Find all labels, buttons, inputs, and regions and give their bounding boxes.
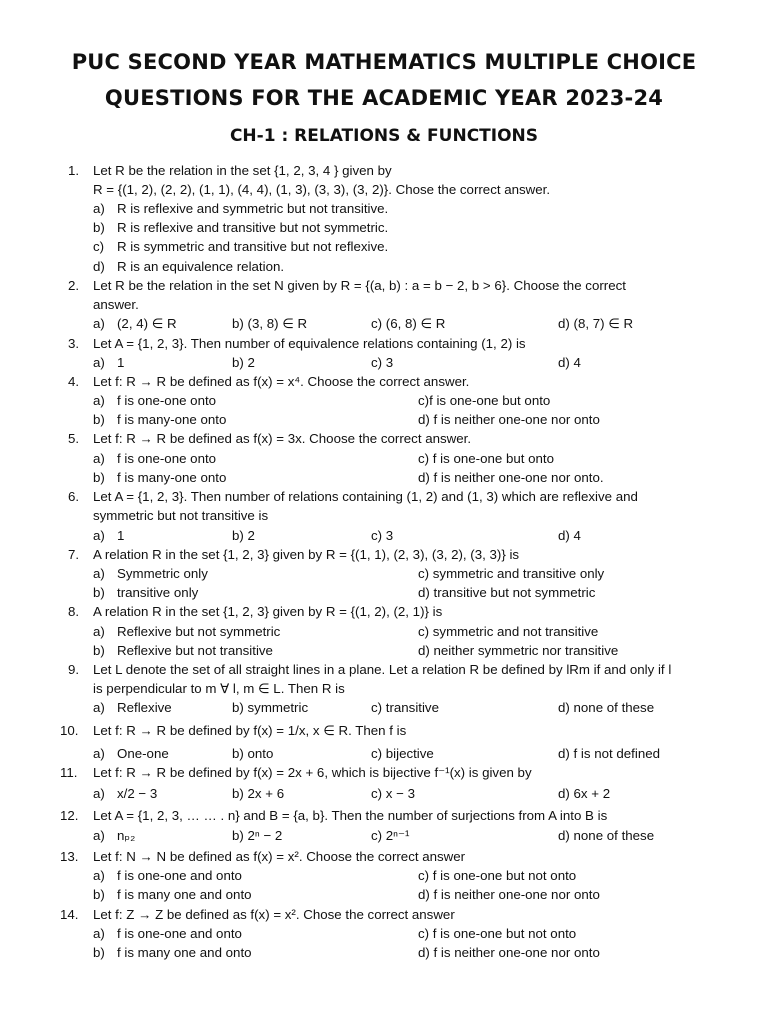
question-text: c) transitive <box>371 700 439 715</box>
question-text: Reflexive <box>117 700 172 715</box>
question-text: a) <box>93 528 105 543</box>
question-text: c) symmetric and not transitive <box>418 624 599 639</box>
question-text: Let A = {1, 2, 3}. Then number of equivalence relations containing (1, 2) is <box>93 336 526 351</box>
question-text: b) 2ⁿ − 2 <box>232 828 283 843</box>
question-text: c) f is one-one but onto <box>418 451 555 466</box>
question-text: d) f is neither one-one nor onto <box>418 412 600 427</box>
question-text: Let A = {1, 2, 3, … … . n} and B = {a, b}. Then the number of surjections from A into B is <box>93 808 608 823</box>
question-text: Let f: R → R be defined by f(x) = 1/x, x ∈ R. Then f is <box>93 723 407 738</box>
question-text: b) 2x + 6 <box>232 786 285 801</box>
question-text: a) <box>93 786 105 801</box>
question-text: a) <box>93 316 105 331</box>
question-number: 6. <box>68 489 80 504</box>
question-text: d) (8, 7) ∈ R <box>558 316 634 331</box>
question-text: a) <box>93 624 105 639</box>
question-text: d) none of these <box>558 700 655 715</box>
question-text: d) 4 <box>558 355 581 370</box>
question-text: d) 6x + 2 <box>558 786 611 801</box>
question-text: a) <box>93 926 105 941</box>
question-text: d) f is not defined <box>558 746 661 761</box>
question-text: c) f is one-one but not onto <box>418 926 577 941</box>
question-number: 8. <box>68 604 80 619</box>
question-text: nₚ₂ <box>117 828 136 843</box>
question-text: d) <box>93 259 105 274</box>
question-text: answer. <box>93 297 139 312</box>
question-text: a) <box>93 355 105 370</box>
question-text: c) <box>93 239 105 254</box>
question-text: a) <box>93 746 105 761</box>
question-text: d) f is neither one-one nor onto <box>418 887 600 902</box>
question-text: R is reflexive and transitive but not symmetric. <box>117 220 389 235</box>
question-text: b) <box>93 412 105 427</box>
question-text: 1 <box>117 528 125 543</box>
question-text: f is one-one and onto <box>117 868 242 883</box>
question-text: f is many one and onto <box>117 887 252 902</box>
question-text: a) <box>93 393 105 408</box>
question-text: Let L denote the set of all straight lines in a plane. Let a relation R be defined by lRm if and only if l <box>93 662 672 677</box>
question-text: d) 4 <box>558 528 581 543</box>
question-number: 9. <box>68 662 80 677</box>
question-text: R is an equivalence relation. <box>117 259 285 274</box>
question-text: c) x − 3 <box>371 786 415 801</box>
question-text: a) <box>93 566 105 581</box>
question-text: b) <box>93 643 105 658</box>
question-number: 13. <box>60 849 79 864</box>
question-number: 10. <box>60 723 79 738</box>
question-text: c) 3 <box>371 528 394 543</box>
question-number: 7. <box>68 547 80 562</box>
question-text: Reflexive but not symmetric <box>117 624 281 639</box>
question-number: 3. <box>68 336 80 351</box>
question-text: b) <box>93 220 105 235</box>
question-text: b) <box>93 945 105 960</box>
question-number: 14. <box>60 907 79 922</box>
question-text: transitive only <box>117 585 199 600</box>
question-text: d) f is neither one-one nor onto. <box>418 470 604 485</box>
question-text: b) 2 <box>232 355 255 370</box>
question-text: A relation R in the set {1, 2, 3} given by R = {(1, 1), (2, 3), (3, 2), (3, 3)} is <box>93 547 520 562</box>
question-text: b) onto <box>232 746 274 761</box>
question-text: c) f is one-one but not onto <box>418 868 577 883</box>
question-text: Let f: R → R be defined as f(x) = x⁴. Choose the correct answer. <box>93 374 470 389</box>
question-text: f is one-one and onto <box>117 926 242 941</box>
question-text: b) (3, 8) ∈ R <box>232 316 308 331</box>
question-text: d) transitive but not symmetric <box>418 585 596 600</box>
question-text: b) symmetric <box>232 700 309 715</box>
question-text: Reflexive but not transitive <box>117 643 273 658</box>
question-text: d) none of these <box>558 828 655 843</box>
question-text: c) symmetric and transitive only <box>418 566 605 581</box>
question-text: R = {(1, 2), (2, 2), (1, 1), (4, 4), (1, 3), (3, 3), (3, 2)}. Chose the correct answer. <box>93 182 551 197</box>
question-text: is perpendicular to m ∀ l, m ∈ L. Then R is <box>93 681 345 696</box>
question-text: f is many one and onto <box>117 945 252 960</box>
question-text: R is symmetric and transitive but not reflexive. <box>117 239 389 254</box>
question-number: 4. <box>68 374 80 389</box>
question-text: c)f is one-one but onto <box>418 393 551 408</box>
question-text: c) bijective <box>371 746 434 761</box>
question-number: 11. <box>60 765 78 780</box>
question-text: a) <box>93 868 105 883</box>
question-number: 1. <box>68 163 80 178</box>
question-text: b) <box>93 887 105 902</box>
question-text: One-one <box>117 746 169 761</box>
question-text: Symmetric only <box>117 566 208 581</box>
question-text: x/2 − 3 <box>117 786 158 801</box>
question-text: b) 2 <box>232 528 255 543</box>
question-text: Let A = {1, 2, 3}. Then number of relations containing (1, 2) and (1, 3) which are reflexive and <box>93 489 638 504</box>
question-text: Let f: R → R be defined by f(x) = 2x + 6, which is bijective f⁻¹(x) is given by <box>93 765 532 780</box>
question-number: 12. <box>60 808 79 823</box>
question-text: c) 3 <box>371 355 394 370</box>
question-text: 1 <box>117 355 125 370</box>
question-text: f is one-one onto <box>117 393 217 408</box>
question-text: b) <box>93 470 105 485</box>
question-number: 2. <box>68 278 80 293</box>
question-text: R is reflexive and symmetric but not transitive. <box>117 201 389 216</box>
question-text: d) neither symmetric nor transitive <box>418 643 619 658</box>
question-text: c) 2ⁿ⁻¹ <box>371 828 410 843</box>
page-title-line-1: PUC SECOND YEAR MATHEMATICS MULTIPLE CHOICE <box>71 50 697 74</box>
question-text: (2, 4) ∈ R <box>117 316 177 331</box>
question-text: f is one-one onto <box>117 451 217 466</box>
question-text: a) <box>93 828 105 843</box>
page-title-line-2: QUESTIONS FOR THE ACADEMIC YEAR 2023-24 <box>104 86 664 110</box>
chapter-heading: CH-1 : RELATIONS & FUNCTIONS <box>229 126 539 146</box>
question-text: symmetric but not transitive is <box>93 508 269 523</box>
question-text: d) f is neither one-one nor onto <box>418 945 600 960</box>
question-text: A relation R in the set {1, 2, 3} given by R = {(1, 2), (2, 1)} is <box>93 604 443 619</box>
question-text: f is many-one onto <box>117 412 227 427</box>
question-text: a) <box>93 201 105 216</box>
question-text: Let R be the relation in the set {1, 2, 3, 4 } given by <box>93 163 392 178</box>
question-text: Let f: N → N be defined as f(x) = x². Choose the correct answer <box>93 849 466 864</box>
question-number: 5. <box>68 431 80 446</box>
question-text: c) (6, 8) ∈ R <box>371 316 446 331</box>
question-text: a) <box>93 700 105 715</box>
question-text: Let f: R → R be defined as f(x) = 3x. Choose the correct answer. <box>93 431 472 446</box>
question-text: a) <box>93 451 105 466</box>
question-text: b) <box>93 585 105 600</box>
question-text: Let f: Z → Z be defined as f(x) = x². Chose the correct answer <box>93 907 455 922</box>
question-text: f is many-one onto <box>117 470 227 485</box>
question-text: Let R be the relation in the set N given by R = {(a, b) : a = b − 2, b > 6}. Choose the correct <box>93 278 626 293</box>
